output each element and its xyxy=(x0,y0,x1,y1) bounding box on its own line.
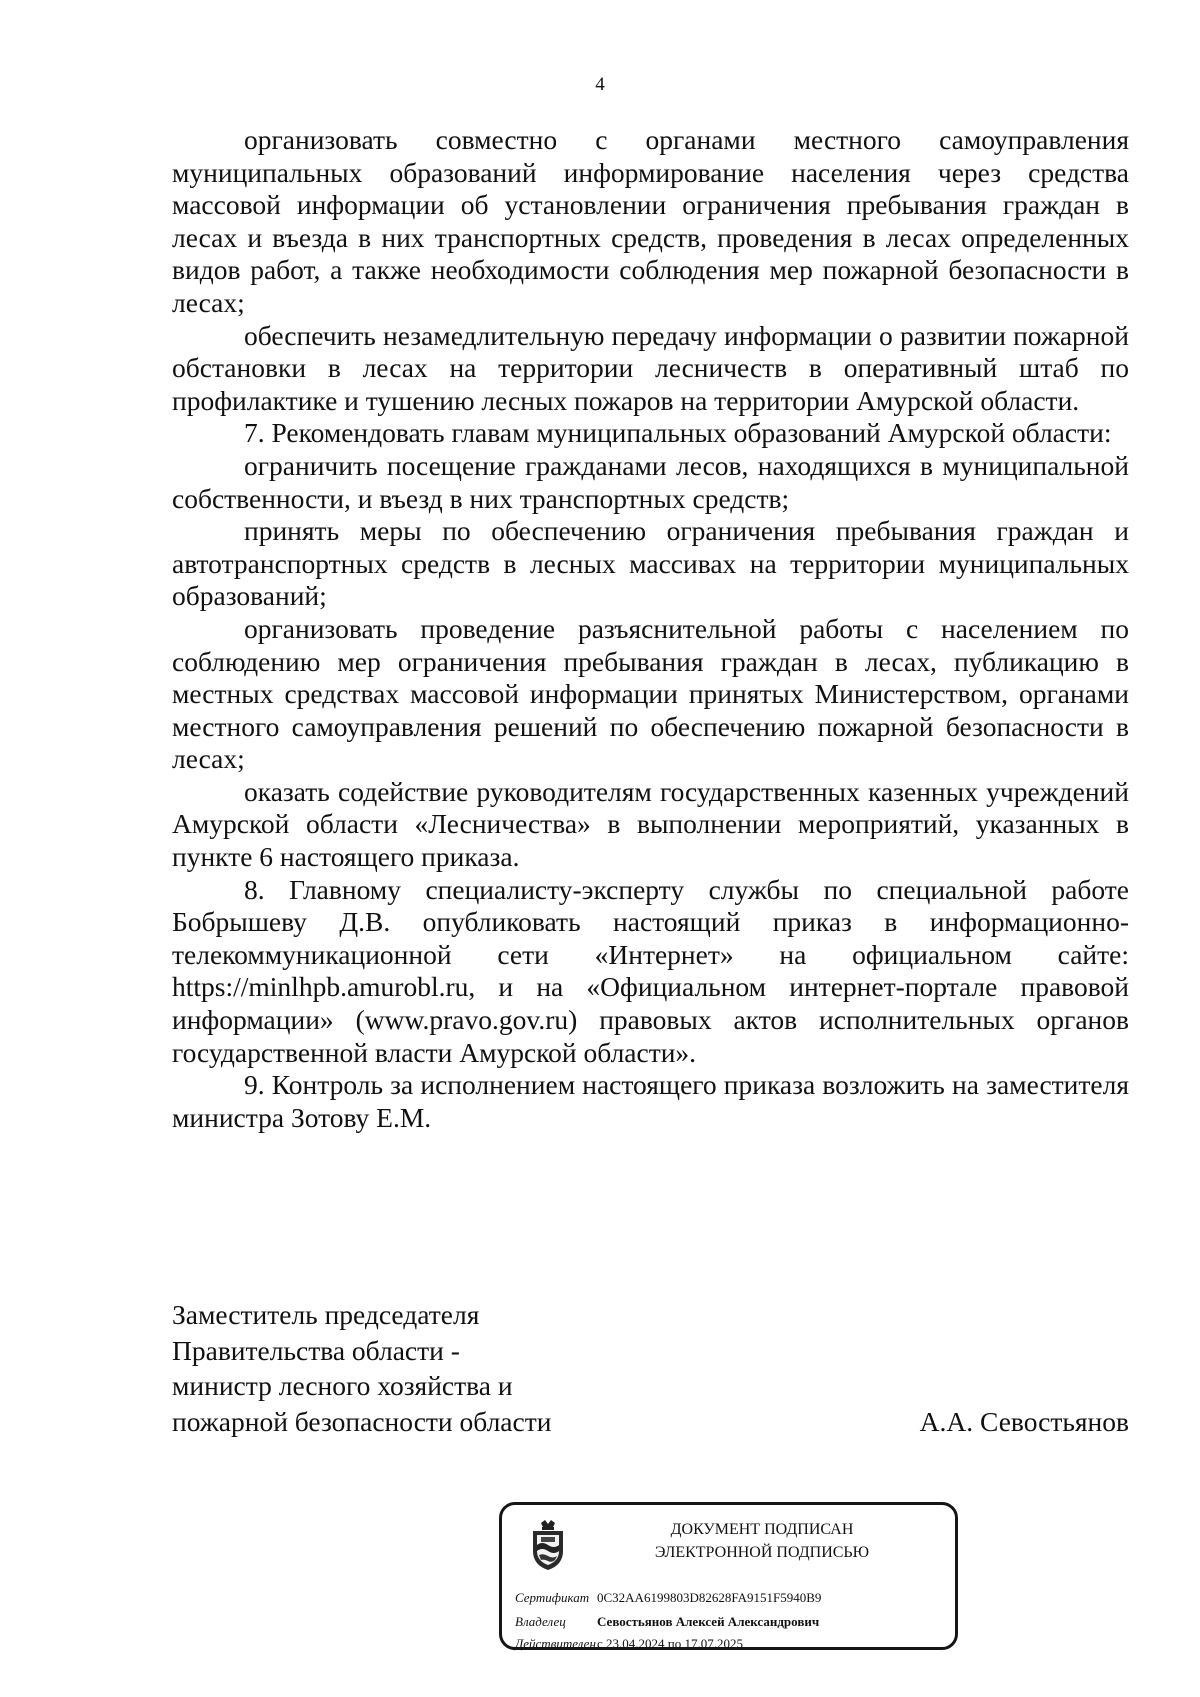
signatory-position-line: Заместитель председателя xyxy=(172,1299,480,1330)
paragraph: ограничить посещение гражданами лесов, находящихся в муниципальной собственности, и въезд в них транспортных средств; xyxy=(172,449,1129,514)
paragraph: 7. Рекомендовать главам муниципальных образований Амурской области: xyxy=(244,417,1112,449)
stamp-title xyxy=(602,1518,922,1564)
certificate-label: Сертификат xyxy=(515,1590,590,1605)
stamp-validity-row xyxy=(515,1636,743,1652)
signature-block xyxy=(172,1297,1129,1439)
paragraph: оказать содействие руководителям государственных казенных учреждений Амурской области «Лесничества» в выполнении мероприятий, указанных в пункте 6 настоящего приказа. xyxy=(172,775,1129,873)
signatory-name: А.А. Севостьянов xyxy=(919,1405,1129,1437)
paragraph: организовать совместно с органами местного самоуправления муниципальных образований информирование населения через средства массовой информации об установлении ограничения пребывания граждан в лесах и въезда в них транспортных средств, проведения в лесах определенных видов работ, а также необходимости соблюдения мер пожарной безопасности в лесах; xyxy=(172,124,1129,318)
validity-value: с 23.04.2024 по 17.07.2025 xyxy=(597,1636,743,1651)
paragraph: 9. Контроль за исполнением настоящего приказа возложить на заместителя министра Зотову Е.М. xyxy=(172,1069,1129,1133)
certificate-value: 0C32AA6199803D82628FA9151F5940B9 xyxy=(597,1590,822,1605)
stamp-owner-row xyxy=(515,1614,819,1630)
validity-label: Действителен xyxy=(515,1636,596,1651)
paragraph: обеспечить незамедлительную передачу информации о развитии пожарной обстановки в лесах на территории лесничеств в оперативный штаб по профилактике и тушению лесных пожаров на территории Амурской области. xyxy=(172,319,1129,416)
paragraph: организовать проведение разъяснительной работы с населением по соблюдению мер ограничения пребывания граждан в лесах, публикацию в местных средствах массовой информации принятых Министерством, органами местного самоуправления решений по обеспечению пожарной безопасности в лесах; xyxy=(172,612,1129,775)
paragraph: принять меры по обеспечению ограничения пребывания граждан и автотранспортных средств в лесных массивах на территории муниципальных образований; xyxy=(172,515,1129,612)
signatory-position-line: Правительства области - xyxy=(172,1334,460,1366)
stamp-title-line: ДОКУМЕНТ ПОДПИСАН xyxy=(670,1521,854,1538)
page-number: 4 xyxy=(595,74,605,95)
stamp-certificate-row xyxy=(515,1590,821,1606)
owner-label: Владелец xyxy=(515,1614,566,1629)
coat-of-arms-icon xyxy=(529,1519,567,1571)
signatory-position-line: министр лесного хозяйства и xyxy=(172,1370,513,1401)
stamp-title-line: ЭЛЕКТРОННОЙ ПОДПИСЬЮ xyxy=(654,1544,870,1561)
document-body xyxy=(172,124,1129,1134)
owner-value: Севостьянов Алексей Александрович xyxy=(597,1614,820,1629)
paragraph: 8. Главному специалисту-эксперту службы по специальной работе Бобрышеву Д.В. опубликовать настоящий приказ в информационно-телекоммуникационной сети «Интернет» на официальном сайте: https://minlhpb.amurobl.ru, и на «Официальном интернет-портале правовой информации» (www.pravo.gov.ru) правовых актов исполнительных органов государственной власти Амурской области». xyxy=(172,873,1129,1068)
signatory-position-line: пожарной безопасности области xyxy=(172,1405,552,1437)
electronic-signature-stamp xyxy=(499,1502,958,1650)
